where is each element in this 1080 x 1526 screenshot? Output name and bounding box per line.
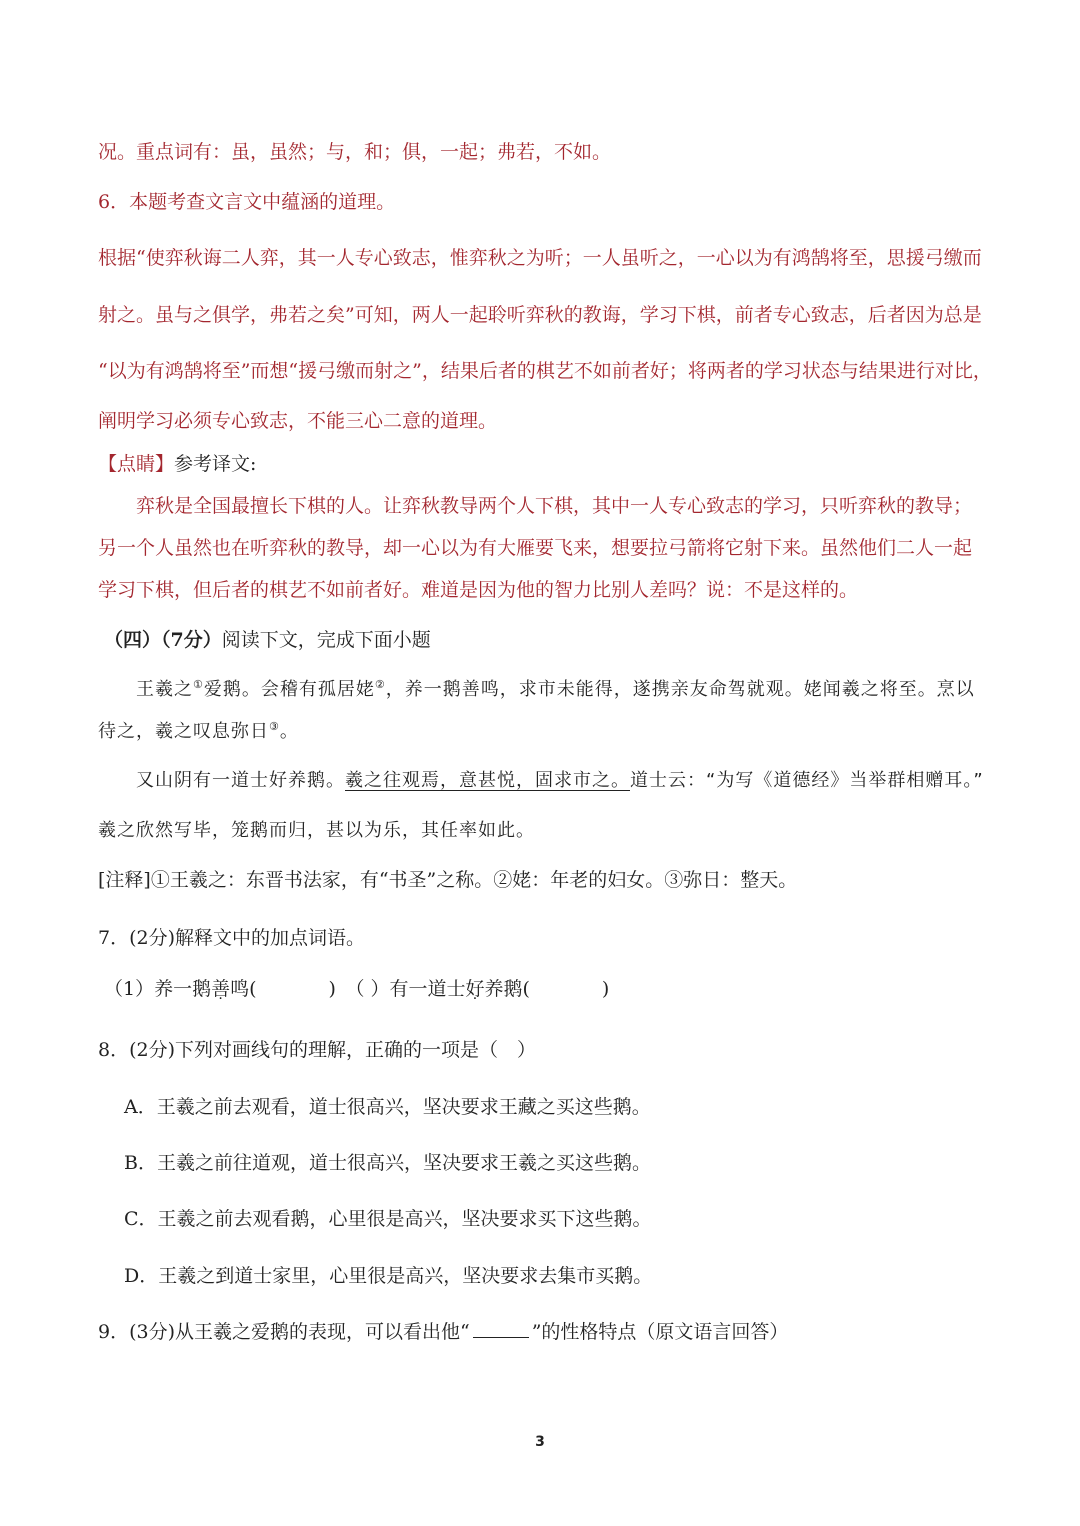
passage-text: 爱鹅。会稽有孤居姥 — [203, 679, 375, 700]
fill-blank — [473, 1337, 529, 1338]
translation-line-2: 另一个人虽然也在听弈秋的教导，却一心以为有大雁要飞来，想要拉弓箭将它射下来。虽然他们二人一起 — [98, 537, 973, 559]
q7-text: ) — [601, 978, 610, 1000]
page-number: 3 — [535, 1434, 545, 1450]
section-heading-score: （四）（7分） — [104, 629, 222, 651]
question-8-stem: 8．(2分)下列对画线句的理解，正确的一项是（ ） — [98, 1039, 537, 1061]
q7-text: 鸣( — [230, 978, 257, 1000]
answer-item-6: 6．本题考查文言文中蕴涵的道理。 — [98, 191, 396, 213]
question-9 — [98, 1319, 985, 1345]
q9-text: 9．(3分)从王羲之爱鹅的表现，可以看出他“ — [98, 1321, 470, 1343]
q9-text: ”的性格特点（原文语言回答） — [531, 1321, 789, 1343]
passage-line-4: 羲之欣然写毕，笼鹅而归，甚以为乐，其任率如此。 — [98, 820, 535, 841]
passage-line-3 — [136, 768, 985, 794]
dotted-word: 好 — [465, 978, 485, 1000]
answer-line-4: 射之。虽与之俱学，弗若之矣”可知，两人一起聆听弈秋的教诲，学习下棋，前者专心致志，后者因为总是 — [98, 304, 982, 326]
answer-line-5: “以为有鸿鹄将至”而想“援弓缴而射之”，结果后者的棋艺不如前者好；将两者的学习状态与结果进行对比， — [98, 360, 992, 382]
passage-line-1 — [136, 677, 985, 703]
section-heading-text: 阅读下文，完成下面小题 — [221, 629, 431, 651]
q7-text: ) （ ）有一道士 — [328, 978, 466, 1000]
annotation-note: [注释]①王羲之：东晋书法家，有“书圣”之称。②姥：年老的妇女。③弥日：整天。 — [98, 869, 798, 891]
question-7-items — [104, 976, 985, 1002]
translation-line-3: 学习下棋，但后者的棋艺不如前者好。难道是因为他的智力比别人差吗？说：不是这样的。 — [98, 579, 859, 601]
question-7-stem: 7．(2分)解释文中的加点词语。 — [98, 927, 366, 949]
passage-text: ，养一鹅善鸣，求市未能得，遂携亲友命驾就观。姥闻羲之将至。烹以 — [385, 679, 975, 700]
tip-line — [98, 451, 985, 477]
passage-text: 又山阴有一道士好养鹅。 — [136, 770, 345, 791]
option-a: A．王羲之前去观看，道士很高兴，坚决要求王藏之买这些鹅。 — [124, 1096, 651, 1118]
option-c: C．王羲之前去观看鹅，心里很是高兴，坚决要求买下这些鹅。 — [124, 1208, 652, 1230]
translation-line-1: 弈秋是全国最擅长下棋的人。让弈秋教导两个人下棋，其中一人专心致志的学习，只听弈秋的教导； — [136, 495, 973, 517]
option-b: B．王羲之前往道观，道士很高兴，坚决要求王羲之买这些鹅。 — [124, 1152, 651, 1174]
q7-text: （1）养一鹅 — [104, 978, 212, 1000]
passage-text: 道士云：“为写《道德经》当举群相赠耳。” — [630, 770, 984, 791]
passage-text: 待之，羲之叹息弥日 — [98, 721, 269, 742]
tip-label: 【点睛】 — [98, 453, 175, 475]
option-d: D．王羲之到道士家里，心里很是高兴，坚决要求去集市买鹅。 — [124, 1265, 653, 1287]
answer-line-6: 阐明学习必须专心致志，不能三心二意的道理。 — [98, 410, 498, 432]
dotted-word: 善 — [211, 978, 231, 1000]
underlined-sentence: 羲之往观焉，意甚悦，固求市之。 — [345, 770, 630, 791]
footnote-ref: ① — [193, 678, 204, 691]
q7-text: 养鹅( — [484, 978, 530, 1000]
section-heading — [104, 627, 985, 653]
answer-line-3: 根据“使弈秋诲二人弈，其一人专心致志，惟弈秋之为听；一人虽听之，一心以为有鸿鹄将至，思援弓缴而 — [98, 247, 982, 269]
answer-line-1: 况。重点词有：虽，虽然；与，和；俱，一起；弗若，不如。 — [98, 141, 612, 163]
footnote-ref: ③ — [269, 720, 280, 733]
tip-text: 参考译文: — [174, 453, 257, 475]
passage-text: 王羲之 — [136, 679, 193, 700]
passage-line-2 — [98, 719, 985, 745]
passage-text: 。 — [279, 721, 299, 742]
footnote-ref: ② — [374, 678, 386, 691]
